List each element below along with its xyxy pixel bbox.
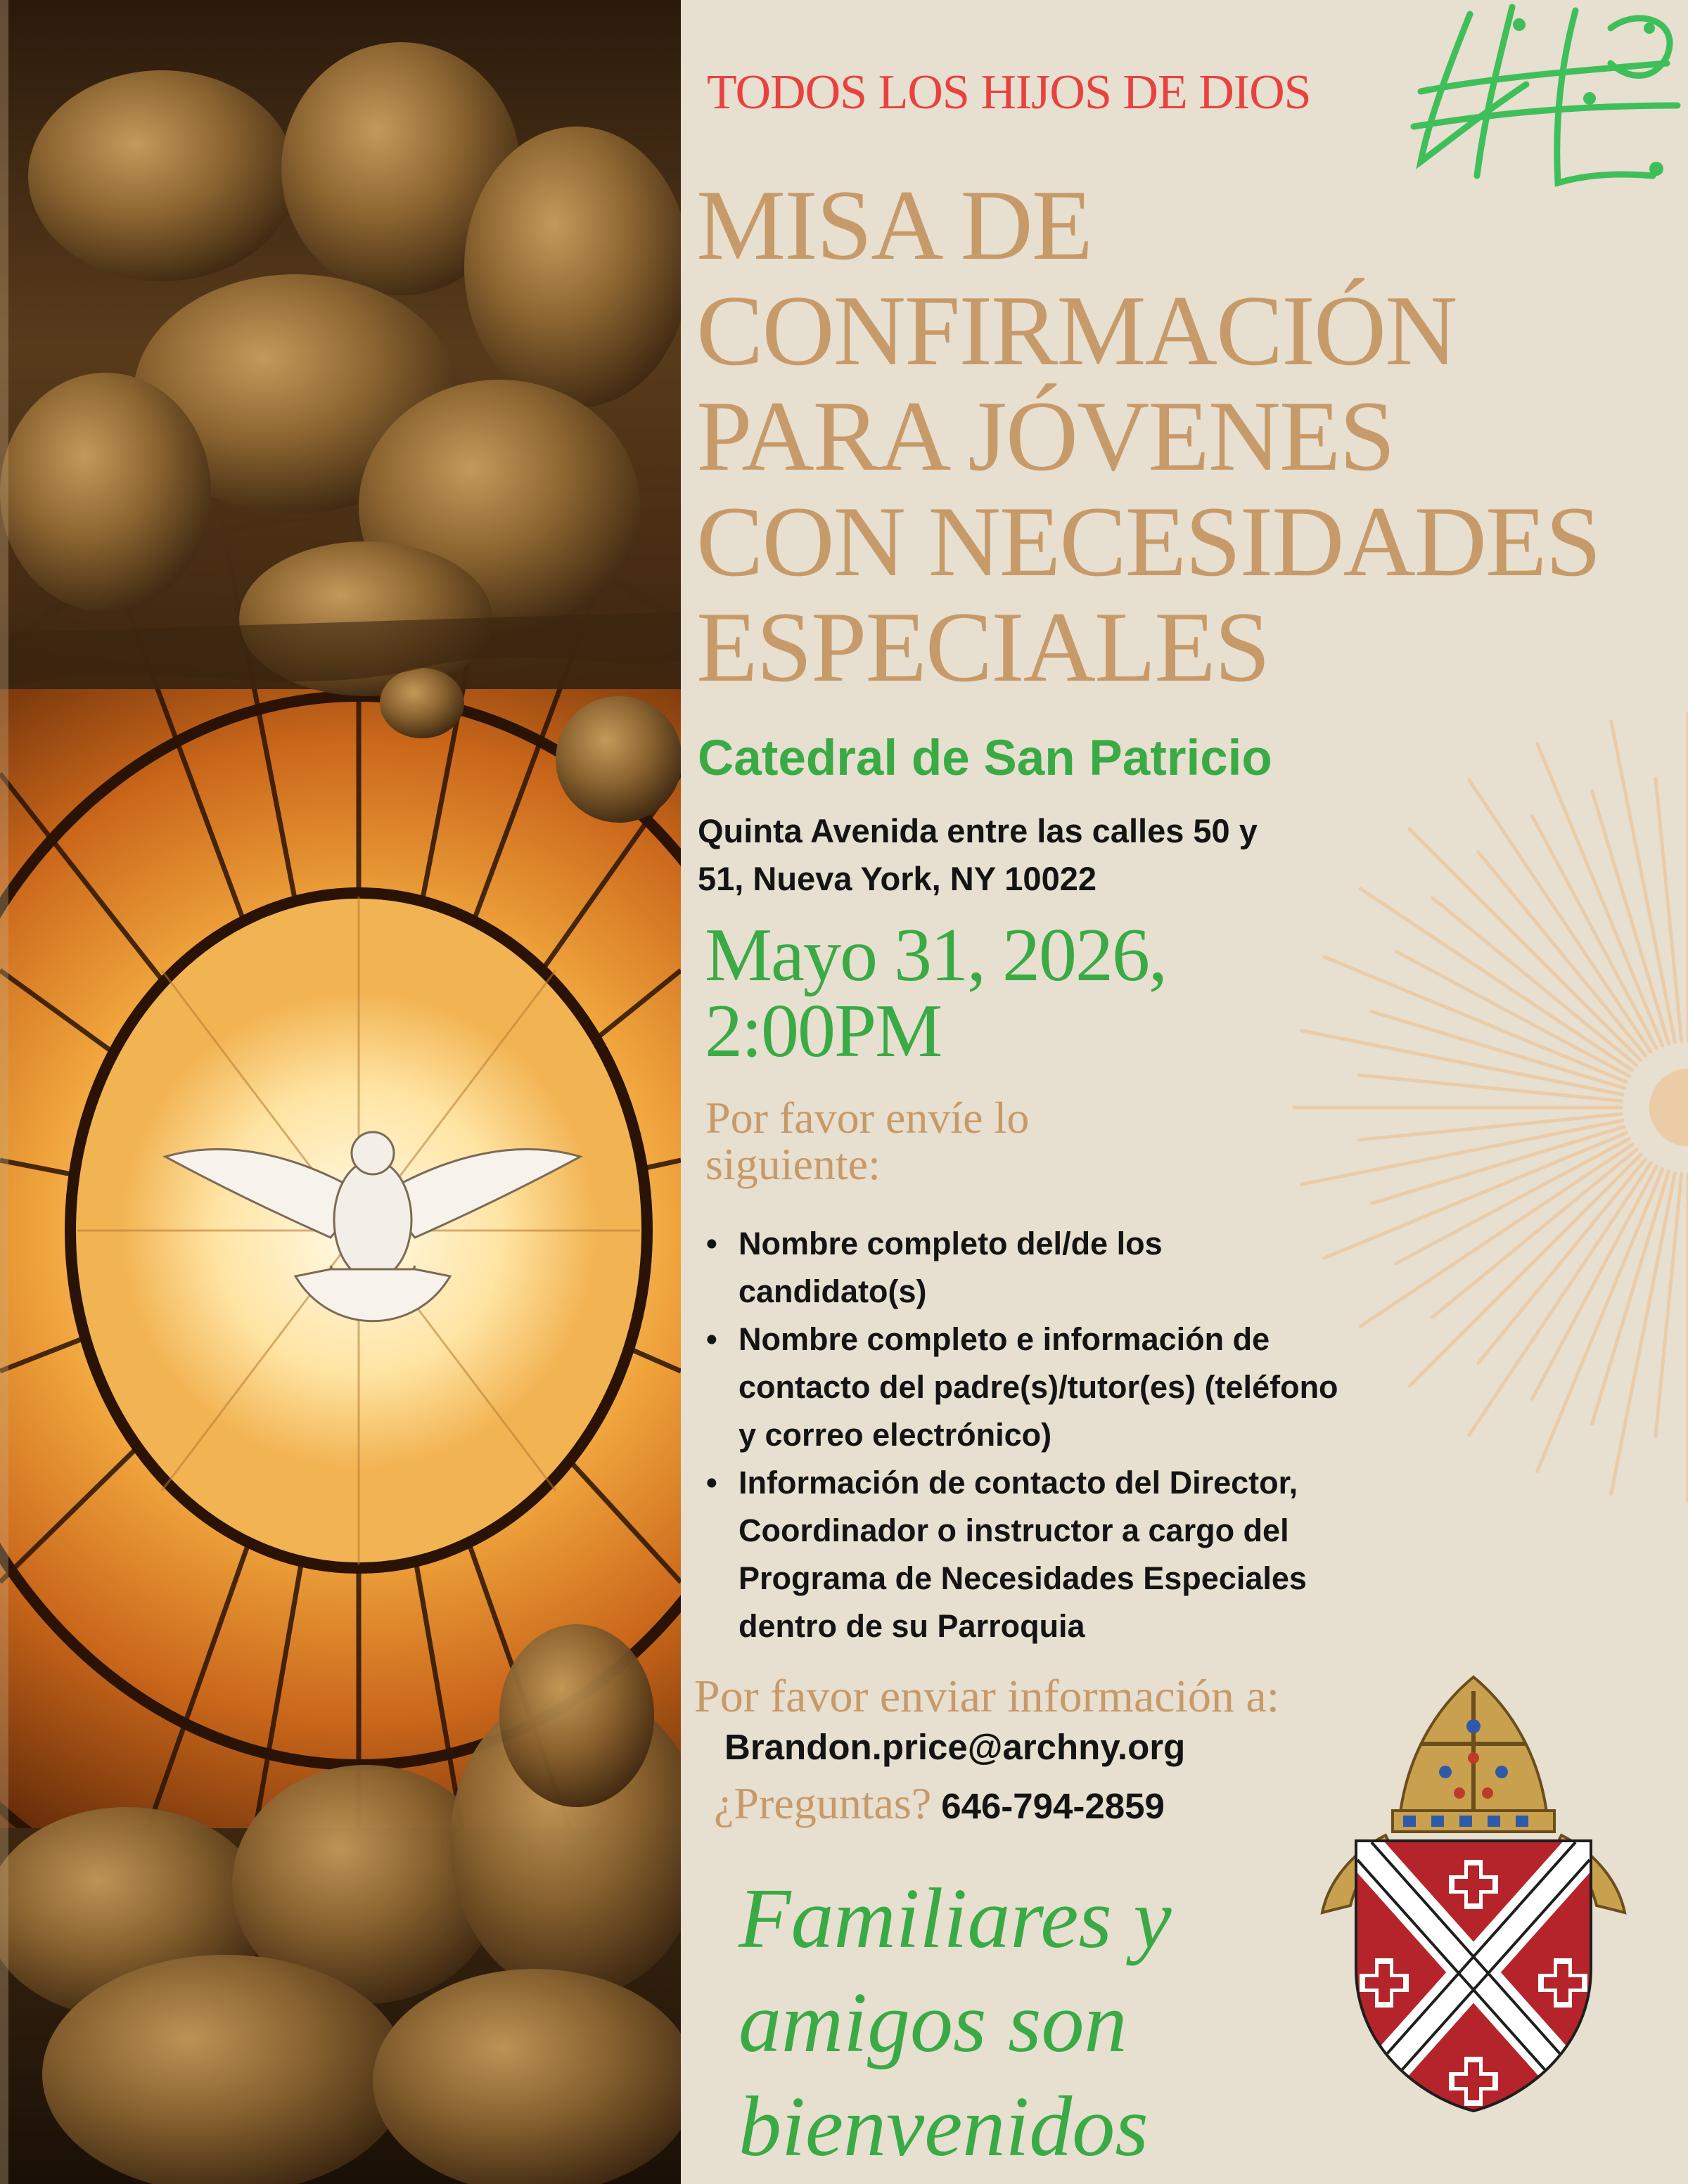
- title-line: PARA JÓVENES: [696, 380, 1394, 492]
- welcome-line: amigos son: [738, 1975, 1127, 2070]
- request-line: siguiente:: [705, 1139, 881, 1189]
- list-item: • Nombre completo del/de los candidato(s): [738, 1220, 1224, 1316]
- address-line: Quinta Avenida entre las calles 50 y: [698, 812, 1258, 849]
- title-line: CONFIRMACIÓN: [696, 275, 1457, 386]
- address-line: 51, Nueva York, NY 10022: [698, 860, 1096, 897]
- requirements-list: [696, 1220, 1442, 1650]
- time-line: 2:00PM: [705, 989, 942, 1073]
- stained-glass-dove-window: [0, 0, 681, 2184]
- request-heading: [705, 1095, 1029, 1188]
- venue-address: [698, 807, 1387, 903]
- event-date-time: [705, 913, 1166, 1073]
- questions-label: ¿Preguntas?: [714, 1778, 932, 1828]
- title-line: CON NECESIDADES: [696, 486, 1600, 597]
- archdiocese-coat-of-arms: [1315, 1666, 1632, 2116]
- welcome-line: bienvenidos: [738, 2079, 1149, 2174]
- questions-line: [714, 1778, 1165, 1830]
- date-line: Mayo 31, 2026,: [705, 913, 1166, 997]
- send-info-label: Por favor enviar información a:: [694, 1671, 1280, 1722]
- request-line: Por favor envíe lo: [705, 1093, 1030, 1143]
- title-line: ESPECIALES: [696, 591, 1270, 702]
- eyebrow-heading: TODOS LOS HIJOS DE DIOS: [707, 65, 1311, 120]
- welcome-line: Familiares y: [738, 1871, 1172, 1966]
- list-item: • Información de contacto del Director, Coordinador o instructor a cargo del Programa de Necesidades Especiales dentro de su Parroquia: [738, 1459, 1372, 1650]
- contact-phone[interactable]: 646-794-2859: [941, 1786, 1165, 1826]
- title-line: MISA DE: [696, 169, 1092, 281]
- event-title: [696, 169, 1667, 702]
- list-item: • Nombre completo e información de contacto del padre(s)/tutor(es) (teléfono y correo electrónico): [738, 1316, 1343, 1459]
- venue-name: Catedral de San Patricio: [698, 731, 1272, 786]
- welcome-message: [738, 1867, 1172, 2179]
- contact-email[interactable]: Brandon.price@archny.org: [724, 1727, 1186, 1767]
